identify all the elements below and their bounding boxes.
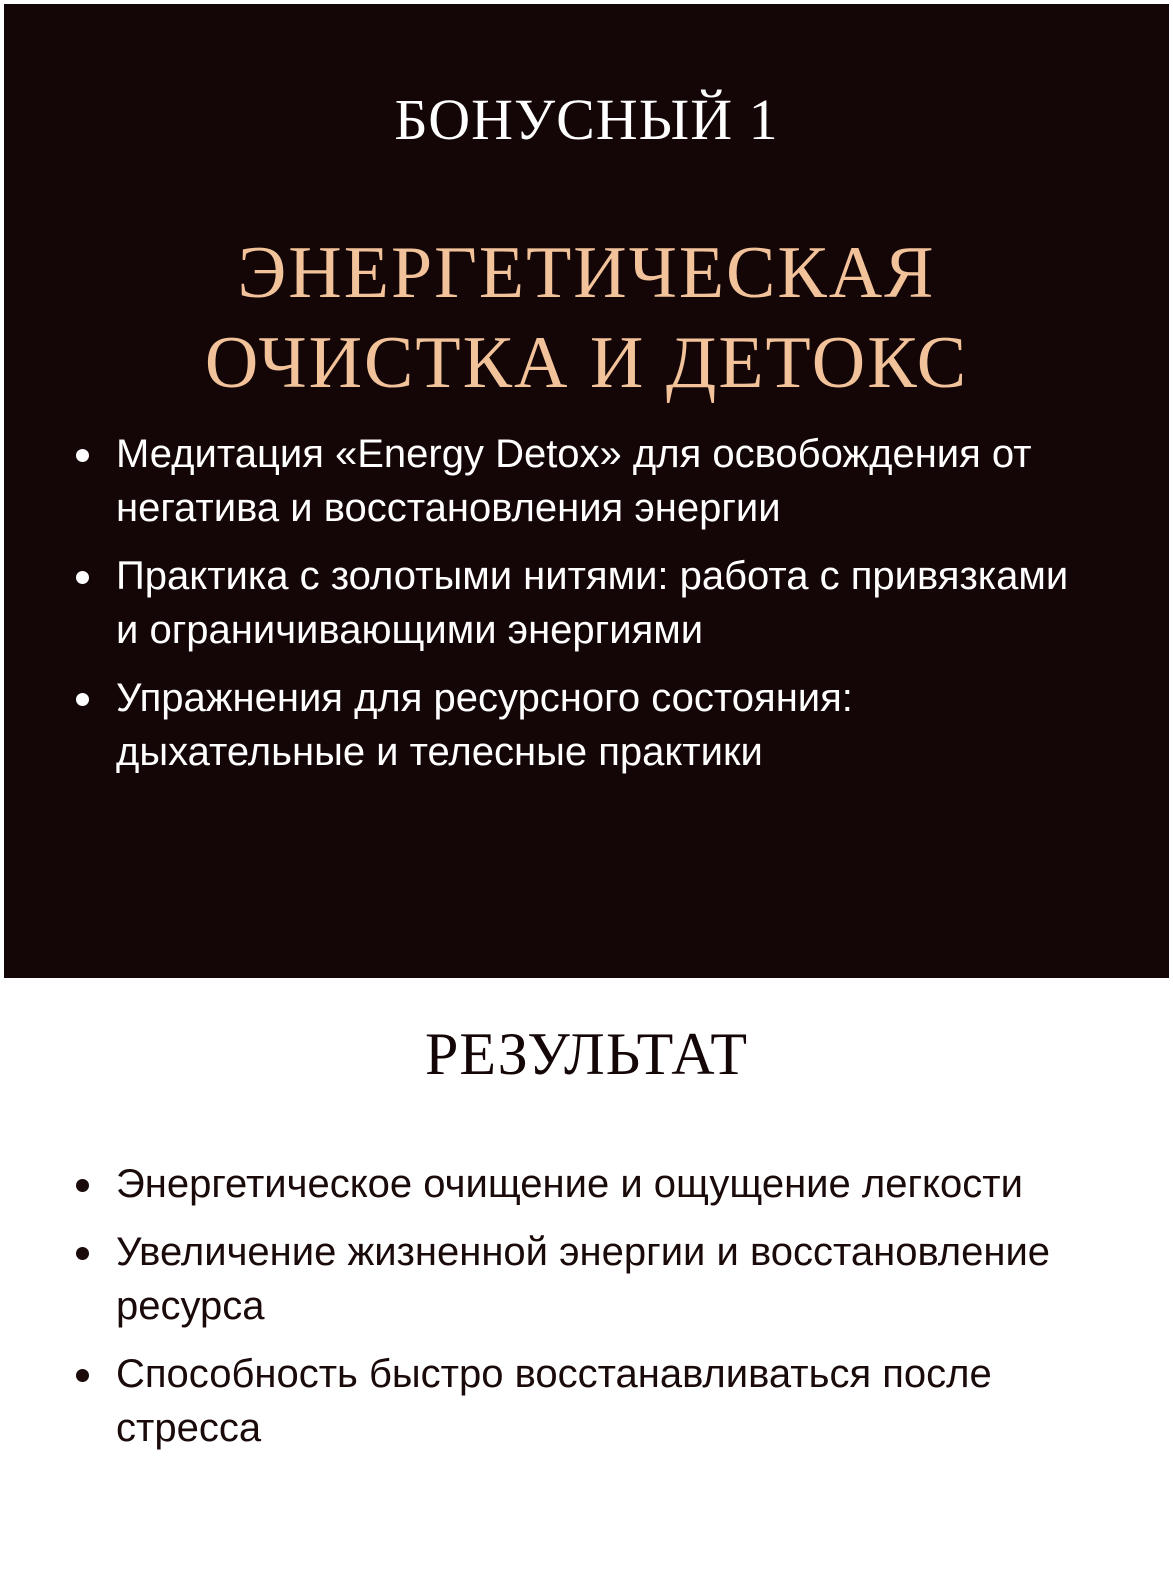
bonus-panel	[4, 4, 1169, 978]
result-list-item-text: Способность быстро восстанавливаться после стресса	[116, 1352, 992, 1450]
bonus-list-item-text: Практика с золотыми нитями: работа с привязками и ограничивающими энергиями	[116, 554, 1069, 652]
result-list-item	[76, 1157, 1136, 1211]
result-list-item-text: Энергетическое очищение и ощущение легкости	[116, 1162, 1023, 1206]
bullet-dot-icon	[76, 1179, 89, 1192]
result-list-item-text: Увеличение жизненной энергии и восстановление ресурса	[116, 1230, 1051, 1328]
bonus-list-item	[76, 427, 1076, 535]
bonus-list-item	[76, 549, 1076, 657]
bullet-dot-icon	[76, 1247, 89, 1260]
result-list-item	[76, 1225, 1136, 1333]
bonus-list-item-text: Медитация «Energy Detox» для освобождения от негатива и восстановления энергии	[116, 432, 1032, 530]
bonus-title-line-2: ОЧИСТКА И ДЕТОКС	[204, 322, 969, 404]
bonus-list-item	[76, 671, 1076, 779]
bullet-dot-icon	[76, 449, 89, 462]
result-title: РЕЗУЛЬТАТ	[424, 1021, 749, 1087]
result-list-item	[76, 1347, 1136, 1455]
bonus-title	[4, 228, 1169, 408]
bonus-list-item-text: Упражнения для ресурсного состояния: дыхательные и телесные практики	[116, 676, 853, 774]
bonus-title-line-1: ЭНЕРГЕТИЧЕСКАЯ	[237, 232, 936, 314]
bullet-dot-icon	[76, 1369, 89, 1382]
bullet-dot-icon	[76, 571, 89, 584]
bonus-label: БОНУСНЫЙ 1	[394, 87, 779, 152]
result-list	[76, 1157, 1136, 1469]
bullet-dot-icon	[76, 693, 89, 706]
bonus-list	[76, 427, 1076, 793]
